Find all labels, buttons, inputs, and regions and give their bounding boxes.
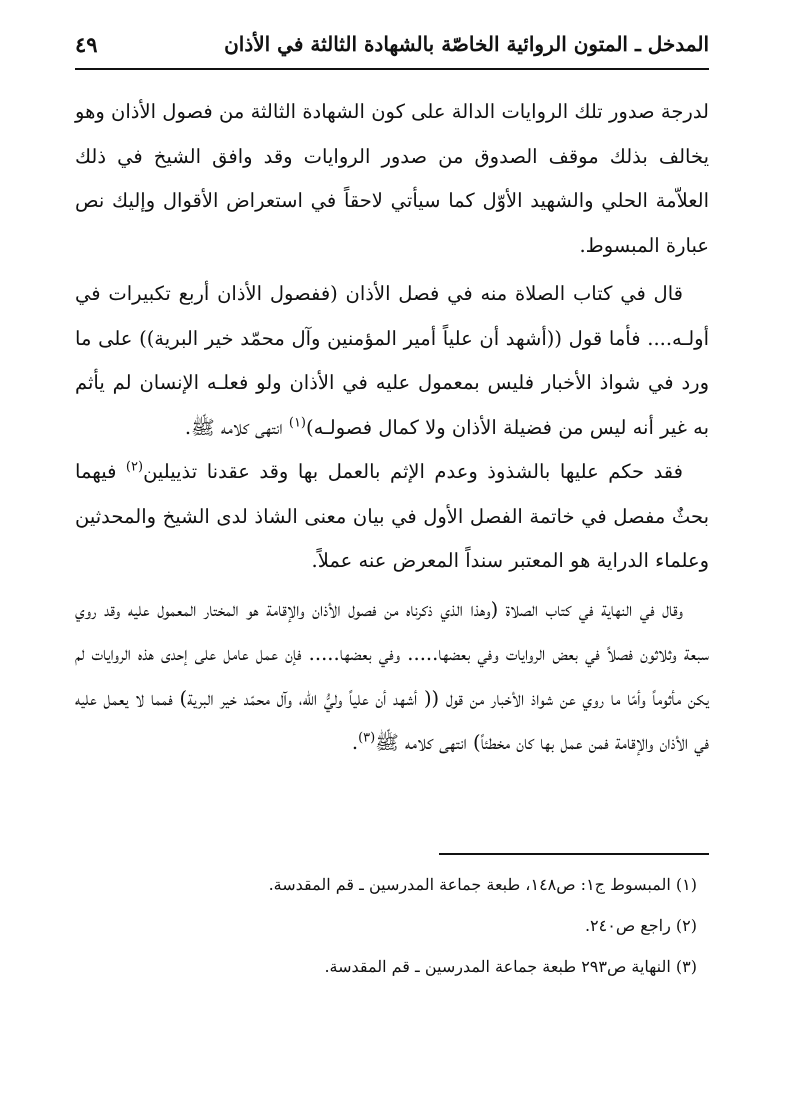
paragraph-3-tail: فيهما بحثٌ مفصل في خاتمة الفصل الأول في بيان معنى الشاذ لدى الشيخ والمحدثين وعلماء الدراية هو المعتبر سنداً المعرض عنه عملاً. <box>75 460 709 572</box>
page-number: ٤٩ <box>75 32 98 57</box>
paragraph-4-text: وقال في النهاية في كتاب الصلاة (وهذا الذي ذكرناه من فصول الأذان والإقامة هو المختار المعمول عليه وقد روي سبعة وثلاثون فصلاً في بعض الروايات وفي بعضها..... وفي بعضها..... فإن عمل عامل على إحدى هذه الروايات لم يكن مأثوماً وأمّا ما روي عن شواذ الأخبار من قول (( أشهد أن علياً وليُّ الله، وآل محمّد خير البرية) فمما لا يعمل عليه في الأذان والإقامة فمن عمل بها كان مخطئاً) انتهى كلامه ﷺ <box>75 597 709 754</box>
footnote-3: (٣) النهاية ص٢٩٣ طبعة جماعة المدرسين ـ قم المقدسة. <box>324 957 697 976</box>
paragraph-4 <box>75 588 709 766</box>
running-title: المدخل ـ المتون الروائية الخاصّة بالشهادة الثالثة في الأذان <box>224 32 709 56</box>
paragraph-1-text: لدرجة صدور تلك الروايات الدالة على كون الشهادة الثالثة من فصول الأذان وهو يخالف بذلك موقف الصدوق من صدور الروايات وقد وافق الشيخ في ذلك العلاّمة الحلي والشهيد الأوّل كما سيأتي لاحقاً في استعراض الأقوال وإليك نص عبارة المبسوط. <box>75 100 709 257</box>
paragraph-2 <box>75 272 709 450</box>
paragraph-3 <box>75 450 709 584</box>
footnote-ref-1: (١) <box>288 415 306 430</box>
paragraph-3-text: فقد حكم عليها بالشذوذ وعدم الإثم بالعمل بها وقد عقدنا تذييلين <box>143 460 683 483</box>
paragraph-2-text: قال في كتاب الصلاة منه في فصل الأذان (ففصول الأذان أربع تكبيرات في أولـه.... فأما قول ((أشهد أن علياً أمير المؤمنين وآل محمّد خير البرية)) على ما ورد في شواذ الأخبار فليس بمعمول عليه في الأذان ولو فعلـه الإنسان لم يأثم به غير أنه ليس من فضيلة الأذان ولا كمال فصولـه) <box>75 282 709 439</box>
paragraph-2-tail: انتهى كلامه ﷺ. <box>184 415 289 439</box>
footnote-ref-3: (٣) <box>358 730 376 746</box>
paragraph-1 <box>75 90 709 268</box>
main-text <box>75 90 709 766</box>
footnotes <box>75 870 697 993</box>
footnote-1: (١) المبسوط ج١: ص١٤٨، طبعة جماعة المدرسين ـ قم المقدسة. <box>268 875 697 894</box>
footnote-2: (٢) راجع ص٢٤٠. <box>584 916 697 935</box>
footnote-ref-2: (٢) <box>125 459 144 475</box>
footnote-separator <box>439 853 709 855</box>
page-header <box>75 28 709 70</box>
paragraph-4-tail: . <box>351 731 359 754</box>
